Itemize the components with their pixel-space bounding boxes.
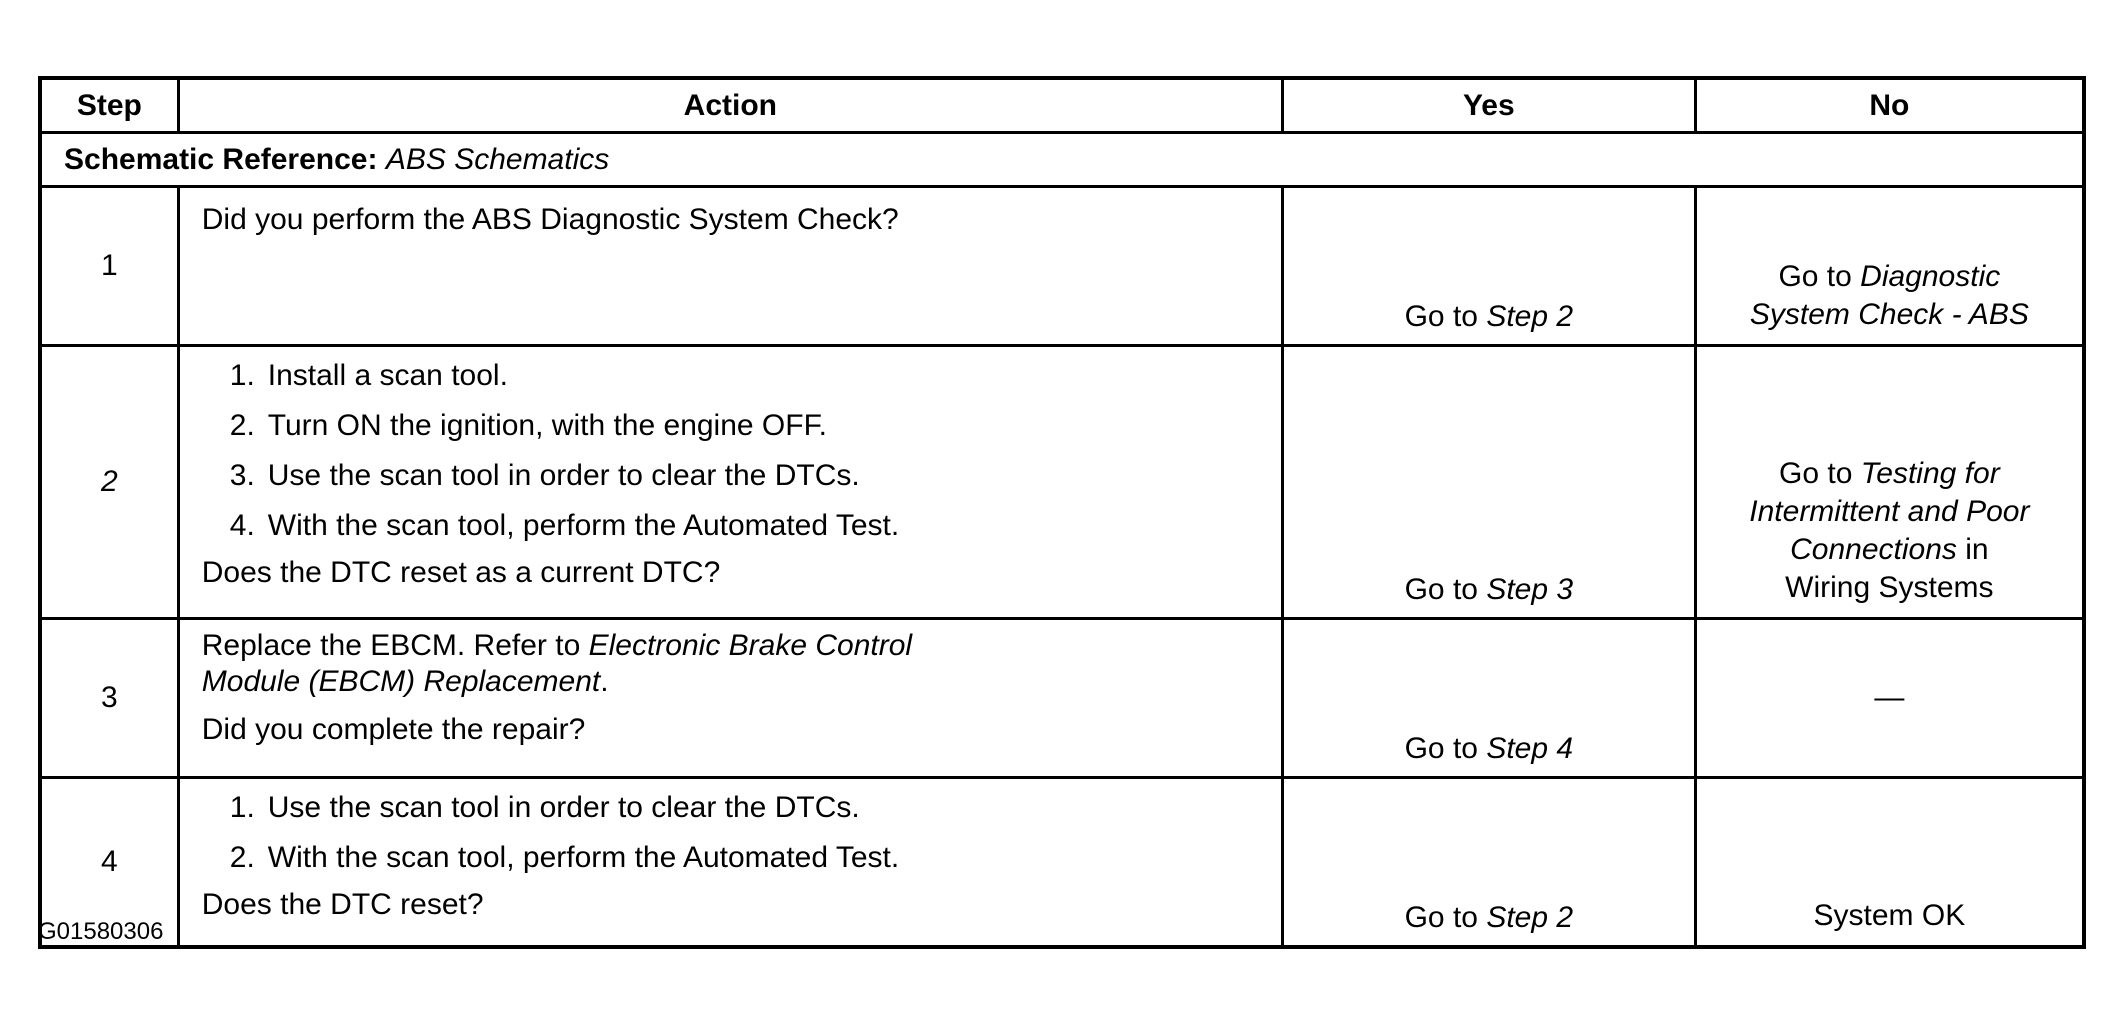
table-row-step-1 [40,187,2084,346]
yes-step-link[interactable]: Step 3 [1486,573,1574,606]
list-item: 4. With the scan tool, perform the Automated Test. [229,509,900,542]
yes-cell [1282,187,1695,346]
yes-prefix: Go to [1404,573,1487,606]
list-item: 2. Turn ON the ignition, with the engine OFF. [229,409,827,442]
step-number: 3 [40,619,178,778]
schematic-reference-label: Schematic Reference: [64,142,378,176]
no-link-part-b[interactable]: Intermittent and Poor [1749,495,2030,528]
yes-cell [1282,778,1695,948]
action-question: Did you perform the ABS Diagnostic System Check? [201,203,899,236]
header-row [40,78,2084,133]
list-item: 2. With the scan tool, perform the Automated Test. [229,841,900,874]
figure-id: G01580306 [38,918,164,945]
action-cell [178,346,1282,619]
schematic-reference-link[interactable]: ABS Schematics [385,142,610,176]
no-prefix: Go to [1778,260,1861,293]
header-step: Step [40,78,178,133]
step-number: 4 [40,778,178,948]
no-cell [1695,778,2084,948]
table-row-step-4 [40,778,2084,948]
yes-step-link[interactable]: Step 2 [1486,901,1574,934]
yes-step-link[interactable]: Step 2 [1486,300,1574,333]
no-cell [1695,187,2084,346]
yes-prefix: Go to [1404,300,1487,333]
action-cell [178,619,1282,778]
schematic-reference-cell [40,133,2084,187]
step-number: 2 [40,346,178,619]
no-cell [1695,346,2084,619]
no-suffix: in [1956,533,1989,566]
action-instruction: Replace the EBCM. Refer to Electronic Brake Control Module (EBCM) Replacement. [201,629,913,698]
action-question: Does the DTC reset as a current DTC? [201,556,721,589]
yes-prefix: Go to [1404,901,1487,934]
no-link-part-a[interactable]: Diagnostic [1860,260,2001,293]
no-result: System OK [1813,899,1966,932]
table-row-step-2 [40,346,2084,619]
diagnostic-table [38,76,2086,949]
yes-step-link[interactable]: Step 4 [1486,732,1574,765]
yes-prefix: Go to [1404,732,1487,765]
table-row-step-3 [40,619,2084,778]
header-yes: Yes [1282,78,1695,133]
list-item: 3. Use the scan tool in order to clear the DTCs. [229,459,860,492]
no-dash: — [1874,681,1905,714]
action-link-part-b[interactable]: Module (EBCM) Replacement [201,665,601,698]
step-number: 1 [40,187,178,346]
list-item: 1. Use the scan tool in order to clear the DTCs. [229,791,860,824]
no-link-part-a[interactable]: Testing for [1860,457,2000,490]
action-cell [178,778,1282,948]
no-line-d: Wiring Systems [1785,571,1994,604]
action-question: Did you complete the repair? [201,713,586,746]
no-link-part-b[interactable]: System Check - ABS [1749,298,2029,331]
header-action: Action [178,78,1282,133]
no-link-part-c[interactable]: Connections [1790,533,1957,566]
action-cell [178,187,1282,346]
header-no: No [1695,78,2084,133]
no-prefix: Go to [1779,457,1861,490]
schematic-reference-row [40,133,2084,187]
yes-cell [1282,346,1695,619]
action-link-part-a[interactable]: Electronic Brake Control [588,629,913,662]
no-cell [1695,619,2084,778]
list-item: 1. Install a scan tool. [229,359,508,392]
yes-cell [1282,619,1695,778]
action-question: Does the DTC reset? [201,888,484,921]
